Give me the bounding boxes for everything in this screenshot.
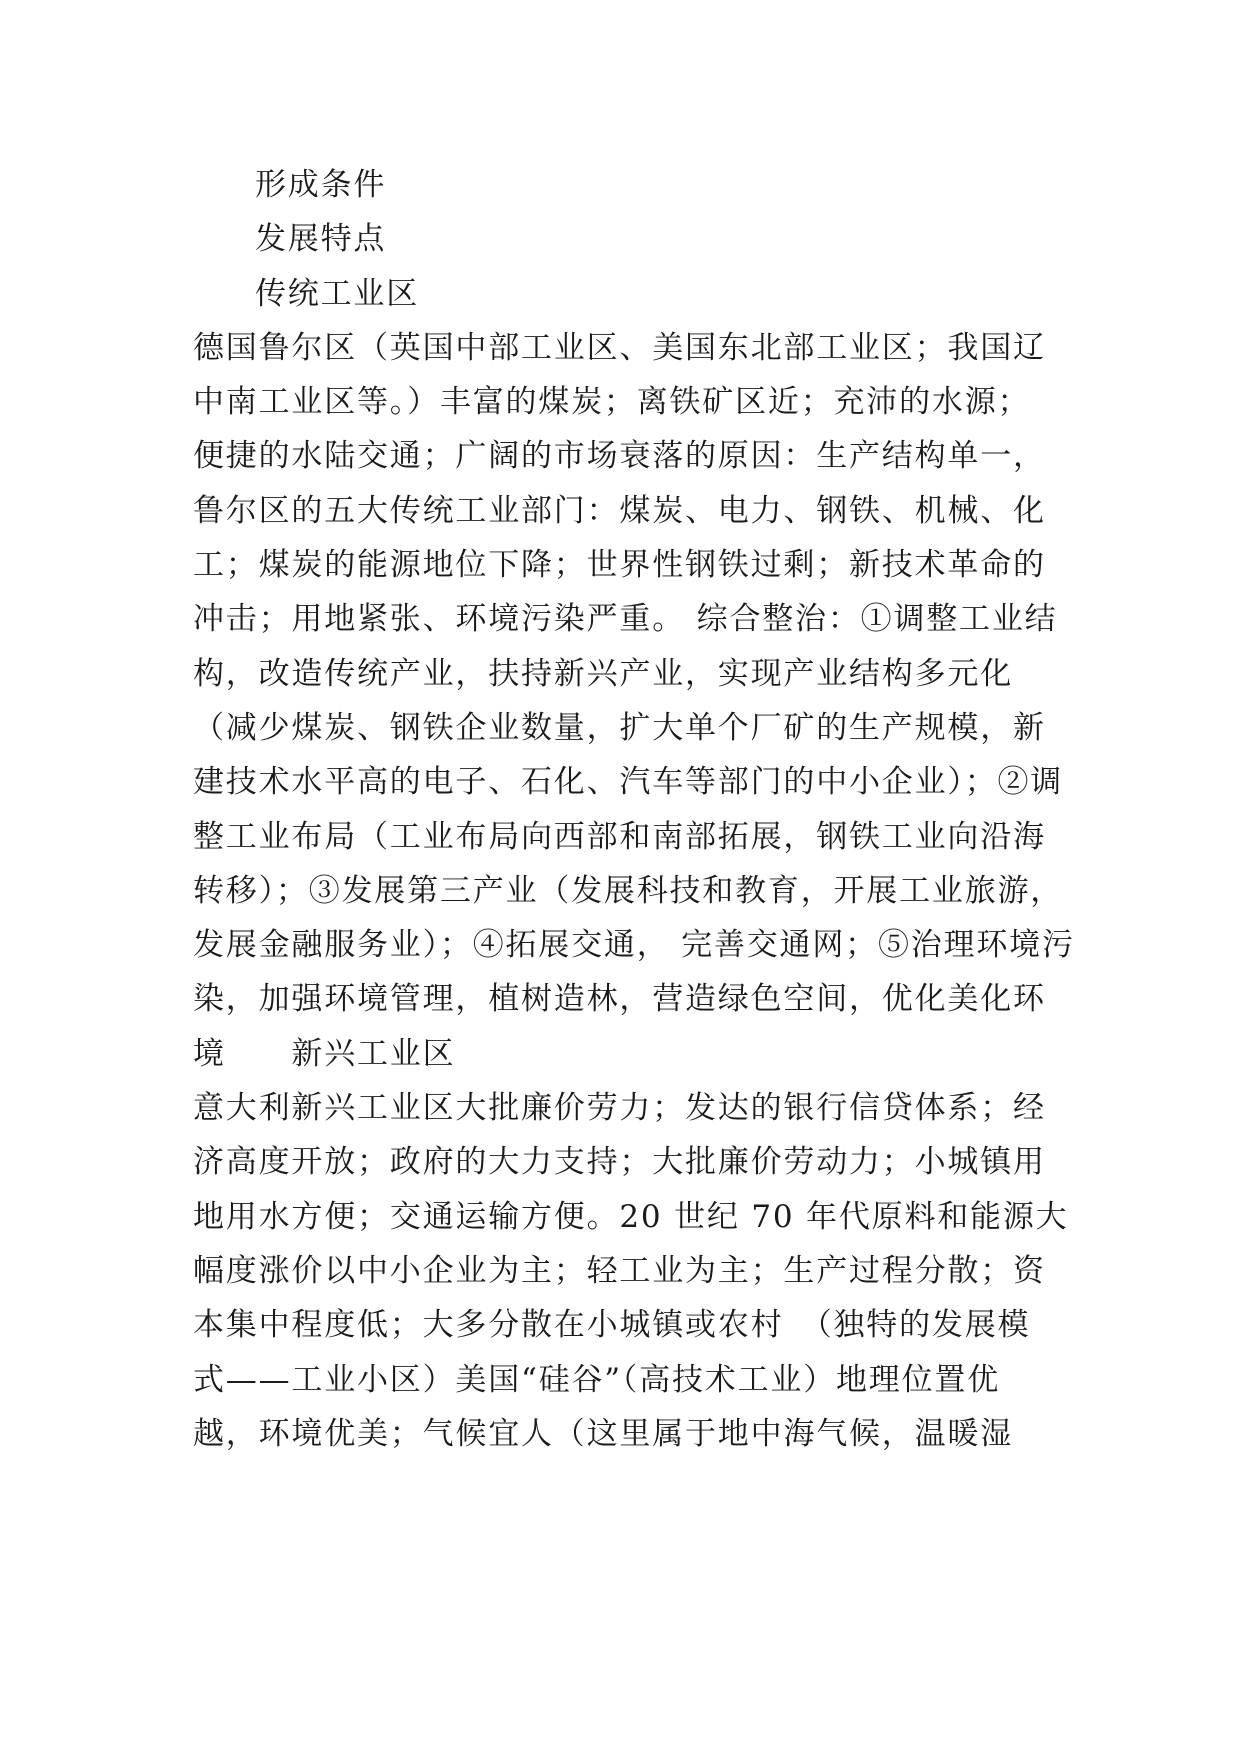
text-line: 工；煤炭的能源地位下降；世界性钢铁过剩；新技术革命的 [193,547,1046,584]
text-line: 发展金融服务业）；④拓展交通， 完善交通网；⑤治理环境污 [193,927,1075,964]
text-line: 冲击；用地紧张、环境污染严重。 综合整治：①调整工业结 [193,601,1058,638]
text-line: 式——工业小区）美国“硅谷”（高技术工业）地理位置优 [193,1361,1000,1398]
text-line: 发展特点 [255,221,387,258]
text-line: 地用水方便；交通运输方便。20 世纪 70 年代原料和能源大 [193,1198,1069,1235]
text-line: 形成条件 [255,167,387,203]
text-line: 越，环境优美；气候宜人（这里属于地中海气候，温暖湿 [193,1415,1013,1452]
text-line: 本集中程度低；大多分散在小城镇或农村 （独特的发展模 [193,1307,1031,1344]
text-line: 幅度涨价以中小企业为主；轻工业为主；生产过程分散；资 [193,1252,1046,1289]
text-line: 意大利新兴工业区大批廉价劳力；发达的银行信贷体系；经 [193,1090,1046,1127]
text-line: 便捷的水陆交通；广阔的市场衰落的原因：生产结构单一， [193,438,1046,475]
text-line: 建技术水平高的电子、石化、汽车等部门的中小企业）；②调 [193,764,1064,801]
text-line: 德国鲁尔区（英国中部工业区、美国东北部工业区；我国辽 [193,329,1046,366]
text-line: 中南工业区等。）丰富的煤炭；离铁矿区近；充沛的水源； [193,384,1031,421]
text-line: 整工业布局（工业布局向西部和南部拓展，钢铁工业向沿海 [193,818,1046,855]
body-text [193,158,1075,1461]
text-line: 境 新兴工业区 [193,1035,456,1072]
text-line: 构，改造传统产业，扶持新兴产业，实现产业结构多元化 [193,655,1013,692]
text-line: 转移）；③发展第三产业（发展科技和教育，开展工业旅游， [193,872,1064,909]
text-line: （减少煤炭、钢铁企业数量，扩大单个厂矿的生产规模，新 [193,709,1046,746]
text-line: 鲁尔区的五大传统工业部门：煤炭、电力、钢铁、机械、化 [193,492,1046,529]
text-line: 济高度开放；政府的大力支持；大批廉价劳动力；小城镇用 [193,1144,1046,1181]
text-line: 染，加强环境管理，植树造林，营造绿色空间，优化美化环 [193,981,1046,1018]
text-line: 传统工业区 [255,275,419,312]
